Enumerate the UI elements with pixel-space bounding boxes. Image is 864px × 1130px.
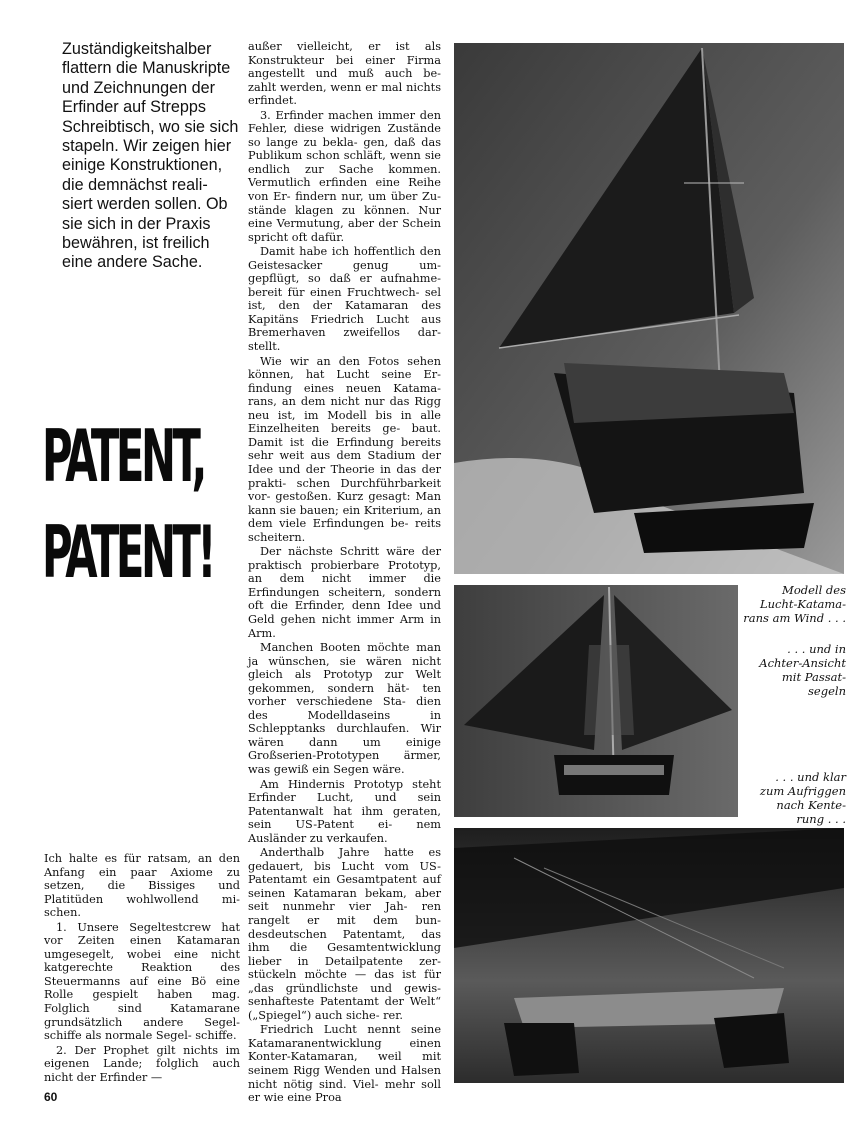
photo-catamaran-capsized <box>454 828 844 1083</box>
paragraph: 2. Der Prophet gilt nichts im eigenen Lande; folglich auch nicht der Erfinder — <box>44 1043 240 1084</box>
paragraph: Damit habe ich hoffentlich den Geistesacker genug um- gepflügt, so daß er aufnahme- bereit für einen Fruchtwech- sel ist, den der Katamaran des Kapitäns Friedrich Lucht aus Bremerhaven zweifellos dar- stellt. <box>248 245 441 354</box>
paragraph: Der nächste Schritt wäre der praktisch probierbare Prototyp, an dem nicht immer die Erfindungen scheitern, sondern oft die Erfinder, denn Idee und Geld gehen nicht immer Arm in Arm. <box>248 545 441 640</box>
paragraph: Manchen Booten möchte man ja wünschen, sie wären nicht gleich als Prototyp zur Welt gekommen, sondern hät- ten vorher verschiedene Sta- dien des Modelldaseins in Schlepptanks durchlaufen. Wir wären dann um einige Großserien-Prototypen ärmer, was gewiß ein Segen wäre. <box>248 641 441 776</box>
paragraph: 1. Unsere Segeltestcrew hat vor Zeiten einen Katamaran umgesegelt, wobei eine nicht katgerechte Reaktion des Steuermanns auf eine Bö eine Rolle gespielt haben mag. Folglich sind Katamarane grundsätzlich andere Segel- schiffe als normale Segel- schiffe. <box>44 920 240 1043</box>
headline: PATENT, PATENT! <box>42 414 213 594</box>
photo-catamaran-upwind <box>454 43 844 574</box>
paragraph: außer vielleicht, er ist als Konstrukteur bei einer Firma angestellt und muß auch be- zahlt werden, wenn er mal nichts erfindet. <box>248 40 441 108</box>
paragraph: Friedrich Lucht nennt seine Katamaranentwicklung einen Konter-Katamaran, weil mit seinem Rigg Wenden und Halsen nicht nötig sind. Viel- mehr soll er wie eine Proa <box>248 1023 441 1105</box>
photo-catamaran-stern <box>454 585 738 817</box>
photo-caption: . . . und klar zum Aufriggen nach Kente- rung . . . <box>759 770 846 826</box>
paragraph: Anderthalb Jahre hatte es gedauert, bis Lucht vom US- Patentamt ein Gesamtpatent auf seinen Katamaran bekam, aber seit nunmehr vier Jah- ren rangelt er mit dem bun- desdeutschen Patentamt, das ihm die Gesamtentwicklung lieber in Detailpatente zer- stückeln möchte — das ist für „das gründlichste und gewis- senhafteste Patentamt der Welt“ („Spiegel“) auch siche- rer. <box>248 846 441 1022</box>
paragraph: Ich halte es für ratsam, an den Anfang ein paar Axiome zu setzen, die Bissiges und Platitüden wohlwollend mi- schen. <box>44 852 240 920</box>
paragraph: 3. Erfinder machen immer den Fehler, diese widrigen Zustände so lange zu bekla- gen, daß das Publikum schon schläft, wenn sie endlich zur Sache kommen. Vermutlich erfinden eine Reihe von Er- findern nur, um über Zu- stände klagen zu können. Nur eine Vermutung, aber der Schein spricht oft dafür. <box>248 108 441 244</box>
photo-caption: . . . und in Achter-Ansicht mit Passat- segeln <box>759 642 846 698</box>
paragraph: Am Hindernis Prototyp steht Erfinder Lucht, und sein Patentanwalt hat ihm geraten, sein US-Patent ei- nem Ausländer zu verkaufen. <box>248 777 441 845</box>
paragraph: Wie wir an den Fotos sehen können, hat Lucht seine Er- findung eines neuen Katama- rans, an dem nicht nur das Rigg neu ist, im Modell bis in alle Einzelheiten bereits ge- baut. Damit ist die Erfindung bereits sehr weit aus dem Stadium der Idee und der Theorie in das der prakti- schen Durchführbarkeit vor- gestoßen. Kurz gesagt: Man kann sie bauen; ein Kriterium, an dem viele Erfindungen be- reits scheitern. <box>248 354 441 544</box>
photo-caption: Modell des Lucht-Katama- rans am Wind . . . <box>743 583 846 625</box>
article-column-left <box>44 852 240 1085</box>
intro-text: Zuständigkeitshalber flattern die Manuskripte und Zeichnungen der Erfinder auf Strepps Schreibtisch, wo sie sich stapeln. Wir zeigen hier einige Konstruktionen, die demnächst reali- siert werden sollen. Ob sie sich in der Praxis bewähren, ist freilich eine andere Sache. <box>62 40 239 272</box>
article-column-middle <box>248 40 441 1106</box>
page-number: 60 <box>44 1090 58 1104</box>
